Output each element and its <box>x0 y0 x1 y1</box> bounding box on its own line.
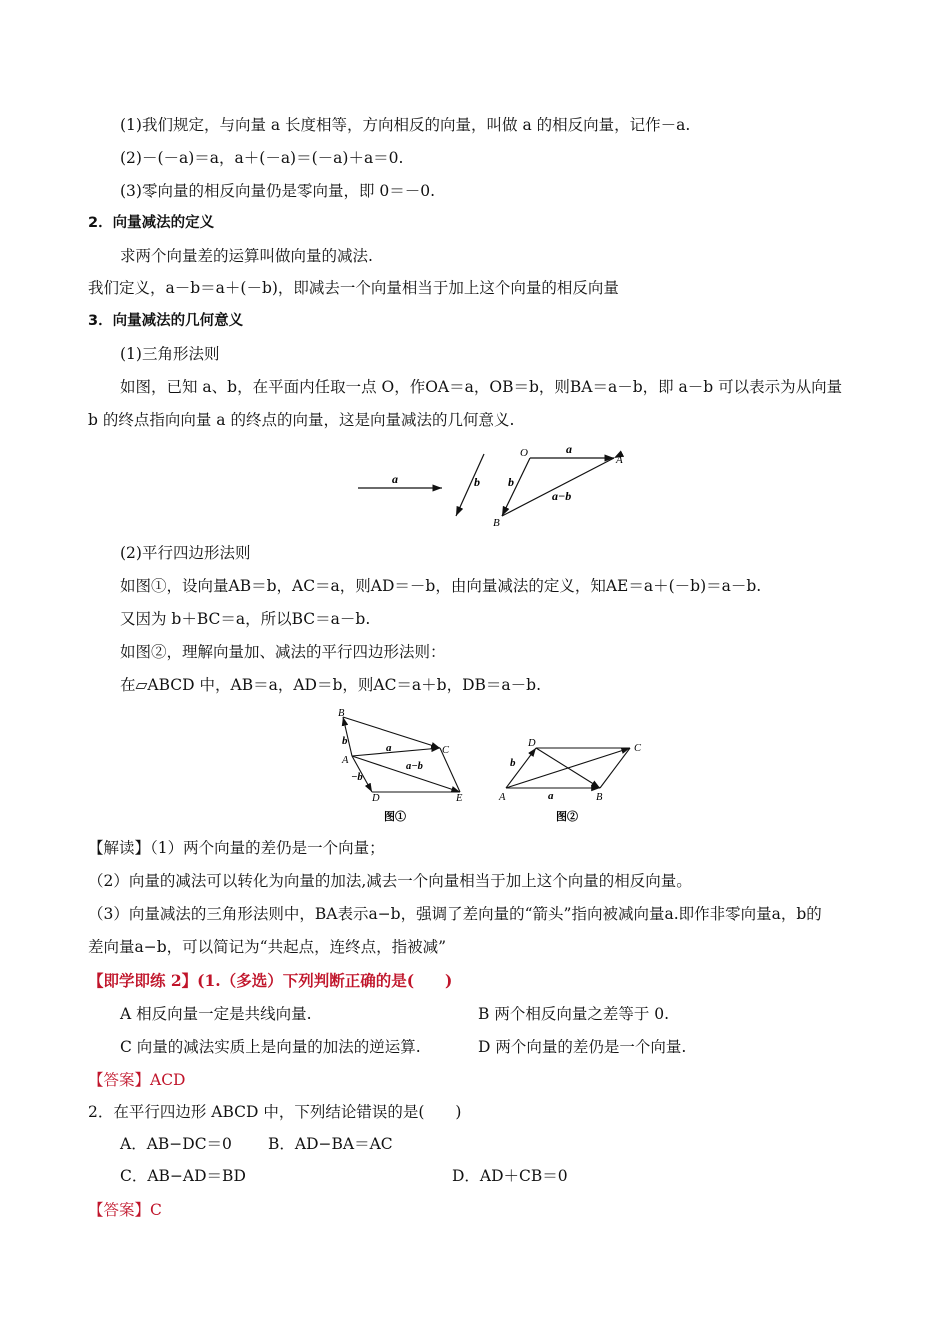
label-a: a <box>392 472 398 486</box>
parallelogram-figure-1 <box>332 704 482 826</box>
point-d: D <box>528 738 536 749</box>
text-line-8: b 的终点指向向量 a 的终点的向量，这是向量减法的几何意义. <box>88 411 515 429</box>
vector-ba-arrow <box>502 458 614 516</box>
text-line-2: (2)－(－a)＝a，a＋(－a)＝(－a)＋a＝0. <box>120 149 404 167</box>
point-b: B <box>338 708 345 719</box>
label-oa-a: a <box>566 442 572 456</box>
q2-option-a: A．AB−DC＝0 <box>120 1135 232 1153</box>
q2-option-d: D．AD＋CB＝0 <box>452 1167 568 1185</box>
question-2: 2．在平行四边形 ABCD 中，下列结论错误的是( ) <box>88 1103 462 1121</box>
option-a: A 相反向量一定是共线向量. <box>120 1005 312 1023</box>
segment-bc <box>600 748 630 788</box>
exercise-heading: 【即学即练 2】(1.（多选）下列判断正确的是( ) <box>88 971 453 990</box>
option-d: D 两个向量的差仍是一个向量. <box>478 1038 687 1056</box>
segment-db <box>536 748 600 788</box>
label-b: b <box>342 735 348 747</box>
label-a: a <box>548 790 554 802</box>
text-line-12: 如图②，理解向量加、减法的平行四边形法则： <box>120 643 446 661</box>
label-negb: −b <box>351 772 363 783</box>
point-b-label: B <box>493 517 500 529</box>
text-line-7: 如图，已知 a、b，在平面内任取一点 O，作OA＝a，OB＝b，则BA＝a－b，即 a－b 可以表示为从向量 <box>120 378 843 396</box>
option-b: B 两个相反向量之差等于 0. <box>478 1005 670 1023</box>
label-ob-b: b <box>508 475 514 489</box>
text-line-13: 在▱ABCD 中，AB＝a，AD＝b，则AC＝a＋b，DB＝a－b. <box>120 676 541 694</box>
point-e: E <box>456 793 463 804</box>
triangle-rule-figure <box>350 440 640 530</box>
label-a: a <box>386 742 392 754</box>
text-line-11: 又因为 b＋BC＝a，所以BC＝a－b. <box>120 610 371 628</box>
segment-bc <box>343 717 440 748</box>
vector-ob-arrow <box>502 458 530 516</box>
text-line-4: 求两个向量差的运算叫做向量的减法. <box>120 247 373 265</box>
text-line-1: (1)我们规定，与向量 a 长度相等，方向相反的向量，叫做 a 的相反向量，记作－a. <box>120 116 691 134</box>
caption-fig1: 图① <box>384 811 406 823</box>
point-d: D <box>372 793 380 804</box>
interpretation-1: 【解读】（1）两个向量的差仍是一个向量； <box>88 839 385 857</box>
point-a: A <box>499 792 506 803</box>
text-line-10: 如图①，设向量AB＝b，AC＝a，则AD＝－b，由向量减法的定义，知AE＝a＋(－b)＝a－b. <box>120 577 762 595</box>
label-amb: a−b <box>406 761 423 772</box>
parallelogram-figure-2 <box>494 734 654 826</box>
point-c: C <box>442 745 450 756</box>
answer-1: 【答案】ACD <box>88 1071 186 1089</box>
point-a: A <box>342 755 349 766</box>
interpretation-3: （3）向量减法的三角形法则中，BA表示a−b，强调了差向量的“箭头”指向被减向量a.即作非零向量a，b的 <box>88 905 822 923</box>
label-b: b <box>510 757 516 769</box>
segment-ac <box>352 748 440 756</box>
interpretation-4: 差向量a−b，可以简记为“共起点，连终点，指被减” <box>88 938 447 956</box>
text-line-9: (2)平行四边形法则 <box>120 544 251 562</box>
point-a-label: A <box>616 454 623 466</box>
text-line-5: 我们定义，a－b＝a＋(－b)，即减去一个向量相当于加上这个向量的相反向量 <box>88 279 619 297</box>
label-amb: a−b <box>552 489 572 503</box>
section-heading-2: 2．向量减法的定义 <box>88 215 215 231</box>
text-line-6: (1)三角形法则 <box>120 345 220 363</box>
point-b: B <box>596 792 603 803</box>
text-line-3: (3)零向量的相反向量仍是零向量，即 0＝－0. <box>120 182 436 200</box>
q2-option-b: B．AD−BA＝AC <box>268 1135 393 1153</box>
interpretation-2: （2）向量的减法可以转化为向量的加法,减去一个向量相当于加上这个向量的相反向量。 <box>88 872 692 890</box>
label-b: b <box>474 475 480 489</box>
option-c: C 向量的减法实质上是向量的加法的逆运算. <box>120 1038 421 1056</box>
caption-fig2: 图② <box>556 811 578 823</box>
section-heading-3: 3．向量减法的几何意义 <box>88 313 244 329</box>
point-c: C <box>634 743 642 754</box>
answer-2: 【答案】C <box>88 1201 162 1219</box>
q2-option-c: C．AB−AD＝BD <box>120 1167 246 1185</box>
point-o-label: O <box>520 447 528 459</box>
